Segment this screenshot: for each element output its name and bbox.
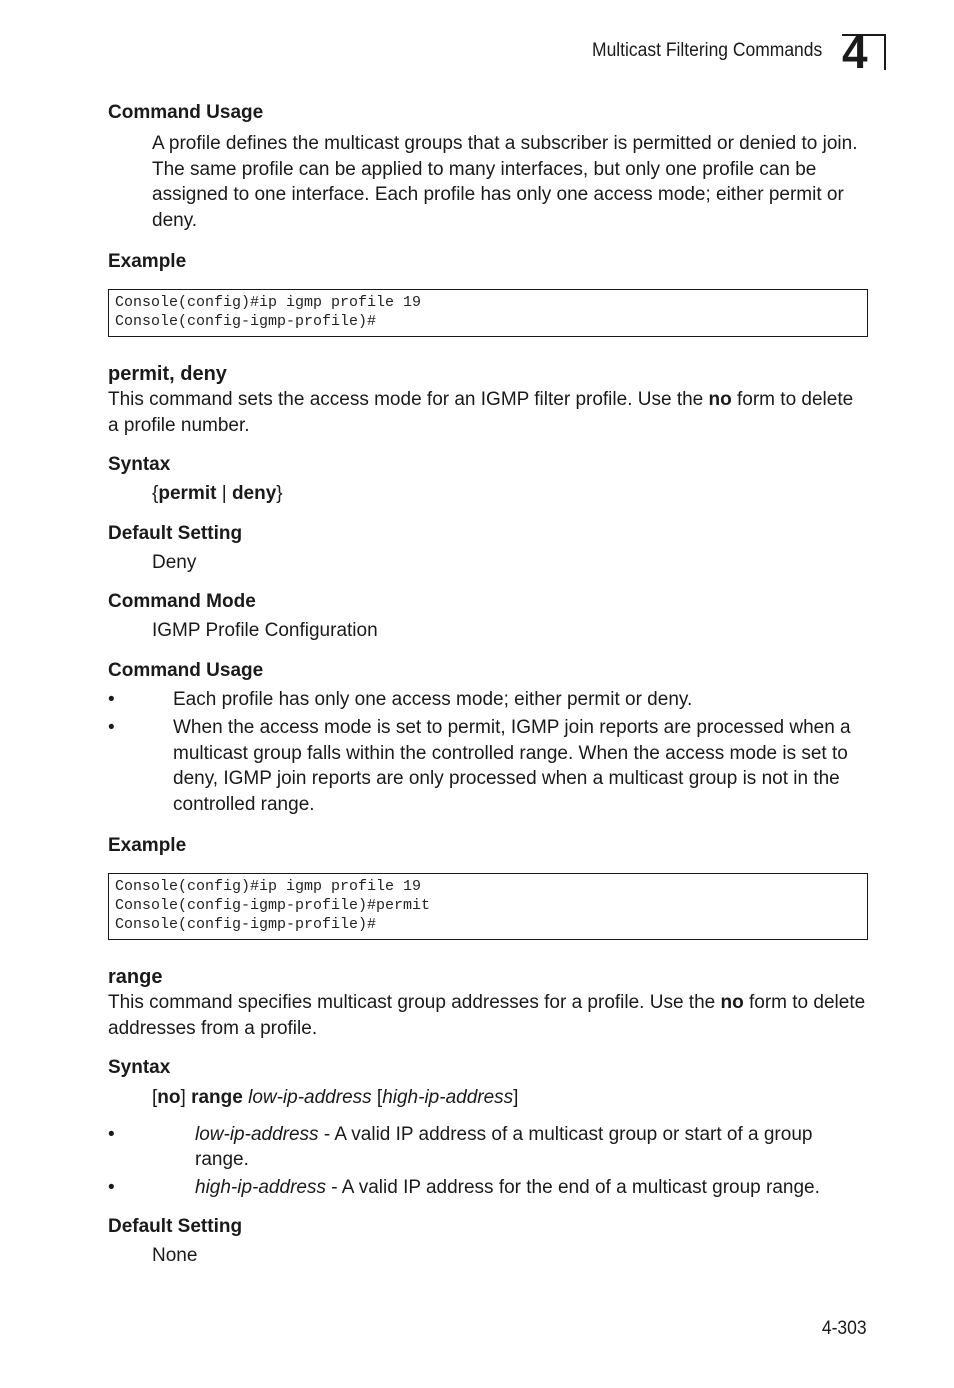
command-title-permit-deny: permit, deny (108, 363, 227, 385)
syntax-brace: { (152, 483, 159, 504)
page-number: 4-303 (822, 1318, 867, 1339)
desc-text: This command specifies multicast group addresses for a profile. Use the (108, 992, 721, 1013)
list-item-text: Each profile has only one access mode; either permit or deny. (173, 688, 693, 710)
bullet-icon: • (108, 1123, 115, 1145)
param-desc: - A valid IP address of a multicast group or start of a group range. (195, 1123, 813, 1170)
list-item (108, 715, 868, 817)
list-item (108, 1175, 868, 1201)
syntax-bracket: [ (371, 1087, 383, 1108)
command-description (108, 387, 868, 438)
syntax-keyword: no (157, 1087, 181, 1108)
page-header (0, 26, 954, 78)
syntax-line (152, 481, 868, 507)
param-name: low-ip-address (195, 1123, 319, 1145)
desc-text: form to delete a profile number. (108, 389, 854, 436)
command-usage-heading: Command Usage (108, 659, 264, 681)
default-setting-value: None (152, 1245, 198, 1266)
header-title: Multicast Filtering Commands (591, 40, 822, 61)
syntax-keyword: permit (158, 483, 217, 504)
list-item-text: When the access mode is set to permit, IGMP join reports are processed when a multicast group falls within the controlled range. When the access mode is set to deny, IGMP join reports are only processed when a multicast group is not in the controlled range. (173, 717, 851, 815)
list-item (108, 687, 868, 713)
code-example: Console(config)#ip igmp profile 19 Console(config-igmp-profile)#permit Console(config-igmp-profile)# (108, 873, 868, 940)
syntax-param: low-ip-address (248, 1087, 372, 1108)
command-title-range: range (108, 966, 163, 988)
syntax-bracket: ] (180, 1087, 192, 1108)
param-desc: - A valid IP address for the end of a multicast group range. (325, 1176, 820, 1198)
command-mode-heading: Command Mode (108, 591, 256, 612)
desc-keyword: no (708, 389, 732, 410)
syntax-heading: Syntax (108, 454, 171, 475)
syntax-param: high-ip-address (382, 1087, 514, 1108)
default-setting-value: Deny (152, 551, 197, 573)
bullet-icon: • (108, 1176, 115, 1198)
command-usage-text: A profile defines the multicast groups that a subscriber is permitted or denied to join. The same profile can be applied to many interfaces, but only one profile can be assigned to one interface. Each profile has only one access mode; either permit or deny. (152, 133, 858, 231)
example-heading: Example (108, 251, 187, 272)
code-example: Console(config)#ip igmp profile 19 Console(config-igmp-profile)# (108, 289, 868, 337)
bullet-icon: • (108, 717, 115, 738)
param-name: high-ip-address (195, 1176, 326, 1198)
syntax-bracket: ] (513, 1087, 519, 1108)
syntax-bracket: [ (152, 1087, 158, 1108)
command-description (108, 990, 868, 1041)
list-item (108, 1122, 868, 1173)
param-list (108, 1122, 868, 1201)
syntax-line (152, 1085, 868, 1111)
default-setting-heading: Default Setting (108, 1216, 243, 1237)
syntax-keyword: deny (231, 483, 277, 504)
page-content (108, 100, 868, 1269)
syntax-separator: | (216, 483, 232, 504)
command-mode-value: IGMP Profile Configuration (152, 620, 378, 641)
desc-keyword: no (720, 992, 744, 1013)
usage-list (108, 687, 868, 818)
default-setting-heading: Default Setting (108, 522, 243, 544)
syntax-keyword: range (191, 1087, 243, 1108)
chapter-number: 4 (842, 26, 868, 78)
desc-text: This command sets the access mode for an IGMP filter profile. Use the (108, 389, 709, 410)
example-heading: Example (108, 835, 187, 856)
syntax-brace: } (276, 483, 283, 504)
bullet-icon: • (108, 688, 115, 710)
desc-text: form to delete addresses from a profile. (108, 992, 866, 1039)
syntax-heading: Syntax (108, 1057, 171, 1078)
command-usage-heading: Command Usage (108, 102, 264, 123)
